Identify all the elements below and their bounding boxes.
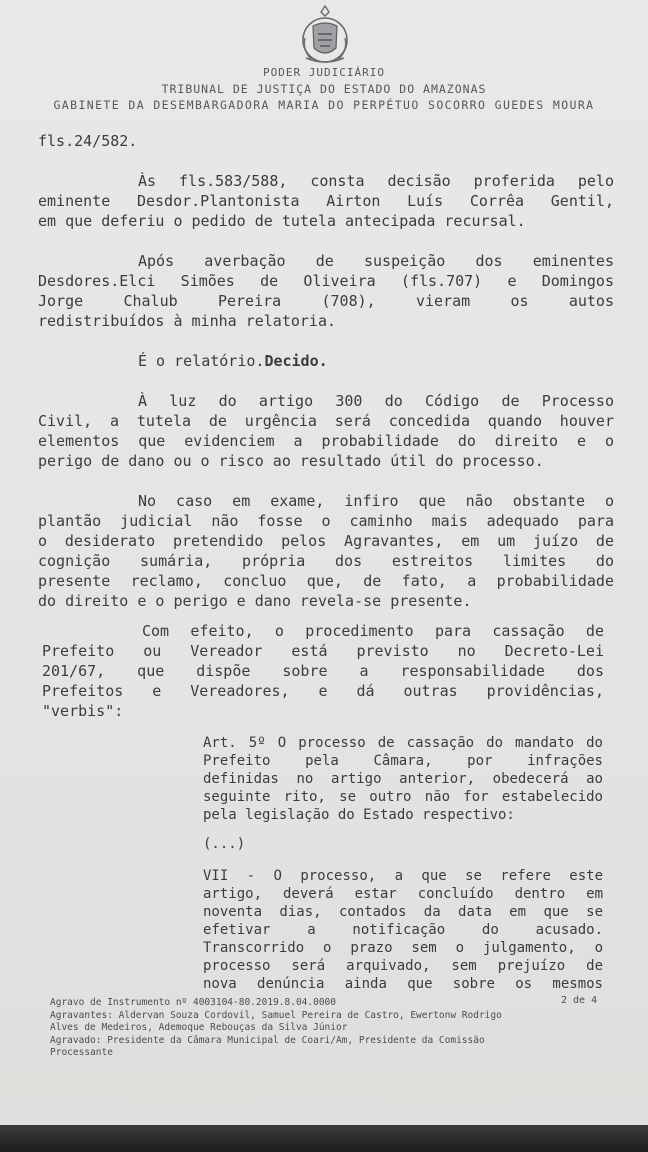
paragraph-4-line-2: Civil, a tutela de urgência será concedida quando houver bbox=[38, 412, 614, 430]
header-gabinete: GABINETE DA DESEMBARGADORA MARIA DO PERPÉTUO SOCORRO GUEDES MOURA bbox=[53, 98, 595, 112]
quote-2-line-4: efetivar a notificação do acusado. bbox=[203, 922, 603, 938]
fls-reference: fls.24/582. bbox=[38, 132, 138, 150]
paragraph-2-line-3: Jorge Chalub Pereira (708), vieram os autos bbox=[38, 292, 614, 310]
quote-1-line-4: seguinte rito, se outro não for estabelecido bbox=[203, 789, 603, 805]
dark-background-strip bbox=[0, 1125, 648, 1152]
quote-2-line-2: artigo, deverá estar concluído dentro em bbox=[203, 886, 603, 902]
quote-2-line-5: Transcorrido o prazo sem o julgamento, o bbox=[203, 940, 603, 956]
paragraph-5-line-2: plantão judicial não fosse o caminho mais adequado para bbox=[38, 512, 614, 530]
paragraph-5-line-3: o desiderato pretendido pelos Agravantes, em um juízo de bbox=[38, 532, 614, 550]
footer-agravantes-cont: Alves de Medeiros, Ademoque Rebouças da Silva Júnior bbox=[50, 1022, 348, 1033]
paragraph-1-line-2: eminente Desdor.Plantonista Airton Luís Corrêa Gentil, bbox=[38, 192, 614, 210]
page-number: 2 de 4 bbox=[561, 995, 598, 1006]
paragraph-6-line-4: Prefeitos e Vereadores, e dá outras providências, bbox=[42, 682, 604, 700]
quote-1-line-3: definidas no artigo anterior, obedecerá ao bbox=[203, 771, 603, 787]
quote-1-line-5: pela legislação do Estado respectivo: bbox=[203, 807, 515, 823]
paragraph-4-line-1: À luz do artigo 300 do Código de Processo bbox=[138, 392, 614, 410]
quote-1-line-1: Art. 5º O processo de cassação do mandato do bbox=[203, 735, 603, 751]
footer-agravado: Agravado: Presidente da Câmara Municipal de Coari/Am, Presidente da Comissão bbox=[50, 1035, 485, 1046]
paragraph-5-line-5: presente reclamo, concluo que, de fato, a probabilidade bbox=[38, 572, 614, 590]
quote-1-line-2: Prefeito pela Câmara, por infrações bbox=[203, 753, 603, 769]
quote-2-line-6: processo será arquivado, sem prejuízo de bbox=[203, 958, 603, 974]
paragraph-5-line-1: No caso em exame, infiro que não obstante o bbox=[138, 492, 614, 510]
paragraph-6-line-5: "verbis": bbox=[42, 702, 124, 720]
footer-case-number: Agravo de Instrumento nº 4003104-80.2019.8.04.0000 bbox=[50, 997, 336, 1008]
quote-ellipsis: (...) bbox=[203, 836, 246, 852]
paragraph-5-line-6: do direito e o perigo e dano revela-se presente. bbox=[38, 592, 472, 610]
paragraph-4-line-4: perigo de dano ou o risco ao resultado útil do processo. bbox=[38, 452, 544, 470]
paragraph-4-line-3: elementos que evidenciem a probabilidade do direito e o bbox=[38, 432, 614, 450]
paragraph-5-line-4: cognição sumária, própria dos estreitos limites do bbox=[38, 552, 614, 570]
paragraph-1-line-3: em que deferiu o pedido de tutela antecipada recursal. bbox=[38, 212, 526, 230]
paragraph-1-line-1: Às fls.583/588, consta decisão proferida pelo bbox=[138, 172, 614, 190]
paragraph-2-line-4: redistribuídos à minha relatoria. bbox=[38, 312, 337, 330]
paragraph-3 bbox=[138, 353, 328, 370]
paragraph-6-line-2: Prefeito ou Vereador está previsto no Decreto-Lei bbox=[42, 642, 604, 660]
header-poder-judiciario: PODER JUDICIÁRIO bbox=[263, 66, 385, 79]
paragraph-6-line-3: 201/67, que dispõe sobre a responsabilidade dos bbox=[42, 662, 604, 680]
paragraph-2-line-1: Após averbação de suspeição dos eminentes bbox=[138, 252, 614, 270]
coat-of-arms-seal bbox=[298, 4, 352, 66]
paragraph-6-line-1: Com efeito, o procedimento para cassação de bbox=[142, 622, 604, 640]
paragraph-2-line-2: Desdores.Elci Simões de Oliveira (fls.707) e Domingos bbox=[38, 272, 614, 290]
quote-2-line-7: nova denúncia ainda que sobre os mesmos bbox=[203, 976, 603, 992]
header-tribunal: TRIBUNAL DE JUSTIÇA DO ESTADO DO AMAZONAS bbox=[161, 82, 487, 96]
footer-agravantes: Agravantes: Aldervan Souza Cordovil, Samuel Pereira de Castro, Ewertonw Rodrigo bbox=[50, 1010, 502, 1021]
quote-2-line-1: VII - O processo, a que se refere este bbox=[203, 868, 603, 884]
decido-text: Decido. bbox=[264, 352, 328, 370]
relatorio-text: É o relatório. bbox=[138, 352, 265, 370]
quote-2-line-3: noventa dias, contados da data em que se bbox=[203, 904, 603, 920]
footer-processante: Processante bbox=[50, 1047, 113, 1058]
